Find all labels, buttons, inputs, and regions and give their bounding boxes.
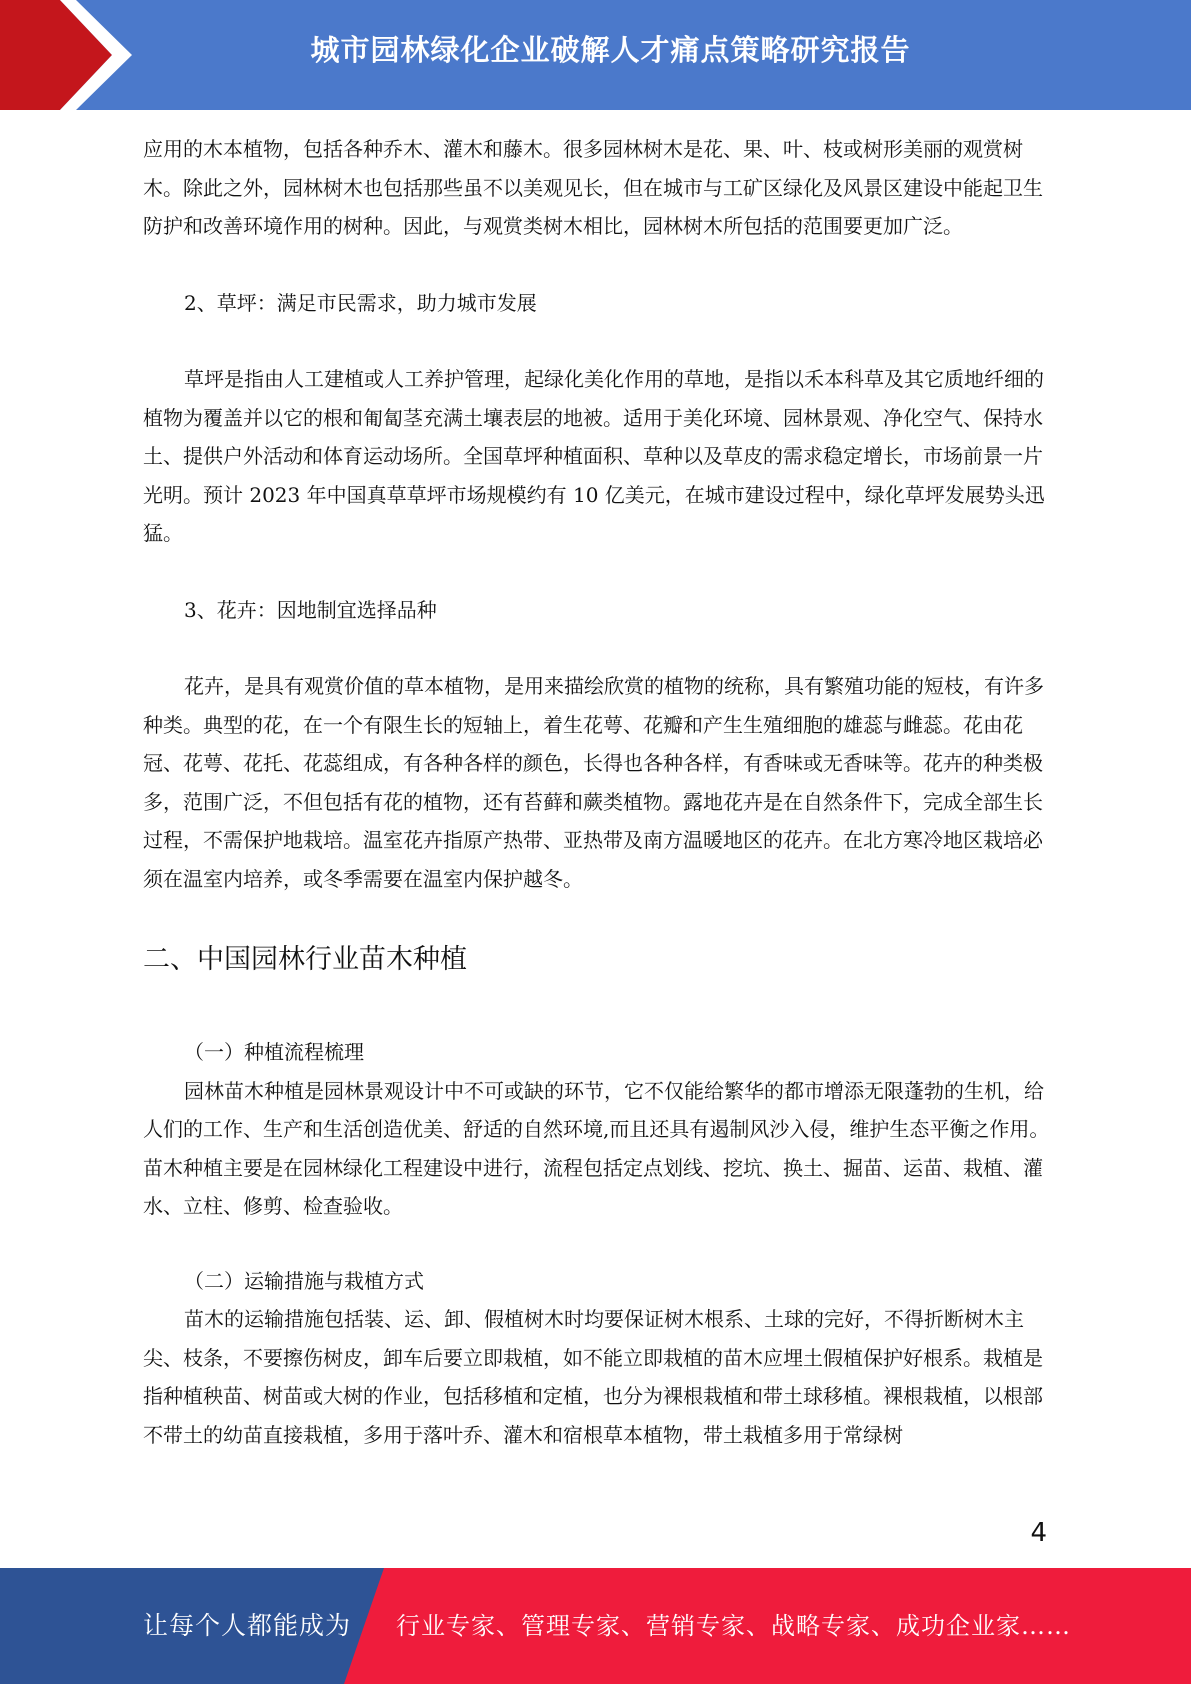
subsection-title-planting: （一）种植流程梳理: [184, 1040, 364, 1064]
page-header: [0, 0, 1191, 110]
footer-slogan-left: 让每个人都能成为: [143, 1611, 352, 1640]
report-title: 城市园林绿化企业破解人才痛点策略研究报告: [310, 33, 911, 67]
paragraph-flowers: 花卉，是具有观赏价值的草本植物，是用来描绘欣赏的植物的统称，具有繁殖功能的短枝，有许多种类。典型的花，在一个有限生长的短轴上，着生花萼、花瓣和产生生殖细胞的雄蕊与雌蕊。花由花冠、花萼、花托、花蕊组成，有各种各样的颜色，长得也各种各样，有香味或无香味等。花卉的种类极多，范围广泛，不但包括有花的植物，还有苔藓和蕨类植物。露地花卉是在自然条件下，完成全部生长过程，不需保护地栽培。温室花卉指原产热带、亚热带及南方温暖地区的花卉。在北方寒冷地区栽培必须在温室内培养，或冬季需要在温室内保护越冬。: [143, 674, 1044, 891]
heading-flowers: 3、花卉：因地制宜选择品种: [184, 597, 437, 622]
page-number: 4: [1030, 1518, 1047, 1548]
footer-slogan-right: 行业专家、管理专家、营销专家、战略专家、成功企业家……: [396, 1612, 1071, 1640]
section-title: 二、中国园林行业苗木种植: [143, 944, 467, 975]
paragraph-transport: 苗木的运输措施包括装、运、卸、假植树木时均要保证树木根系、土球的完好，不得折断树木主尖、枝条，不要擦伤树皮，卸车后要立即栽植，如不能立即栽植的苗木应埋土假植保护好根系。栽植是指种植秧苗、树苗或大树的作业，包括移植和定植，也分为裸根栽植和带土球移植。裸根栽植，以根部不带土的幼苗直接栽植，多用于落叶乔、灌木和宿根草本植物，带土栽植多用于常绿树: [143, 1307, 1043, 1447]
heading-lawn: 2、草坪：满足市民需求，助力城市发展: [184, 290, 537, 315]
paragraph-lawn: 草坪是指由人工建植或人工养护管理，起绿化美化作用的草地，是指以禾本科草及其它质地纤细的植物为覆盖并以它的根和匍匐茎充满土壤表层的地被。适用于美化环境、园林景观、净化空气、保持水土、提供户外活动和体育运动场所。全国草坪种植面积、草种以及草皮的需求稳定增长，市场前景一片光明。预计 2023 年中国真草草坪市场规模约有 10 亿美元，在城市建设过程中，绿化草坪发展势头迅猛。: [143, 367, 1045, 545]
page-footer: [0, 1568, 1191, 1684]
document-body: [143, 130, 1053, 1454]
paragraph-trees: 应用的木本植物，包括各种乔木、灌木和藤木。很多园林树木是花、果、叶、枝或树形美丽的观赏树木。除此之外，园林树木也包括那些虽不以美观见长，但在城市与工矿区绿化及风景区建设中能起卫生防护和改善环境作用的树种。因此，与观赏类树木相比，园林树木所包括的范围要更加广泛。: [143, 137, 1043, 238]
paragraph-planting: 园林苗木种植是园林景观设计中不可或缺的环节，它不仅能给繁华的都市增添无限蓬勃的生机，给人们的工作、生产和生活创造优美、舒适的自然环境,而且还具有遏制风沙入侵，维护生态平衡之作用。苗木种植主要是在园林绿化工程建设中进行，流程包括定点划线、挖坑、换土、掘苗、运苗、栽植、灌水、立柱、修剪、检查验收。: [143, 1078, 1050, 1218]
subsection-title-transport: （二）运输措施与栽植方式: [184, 1268, 424, 1293]
